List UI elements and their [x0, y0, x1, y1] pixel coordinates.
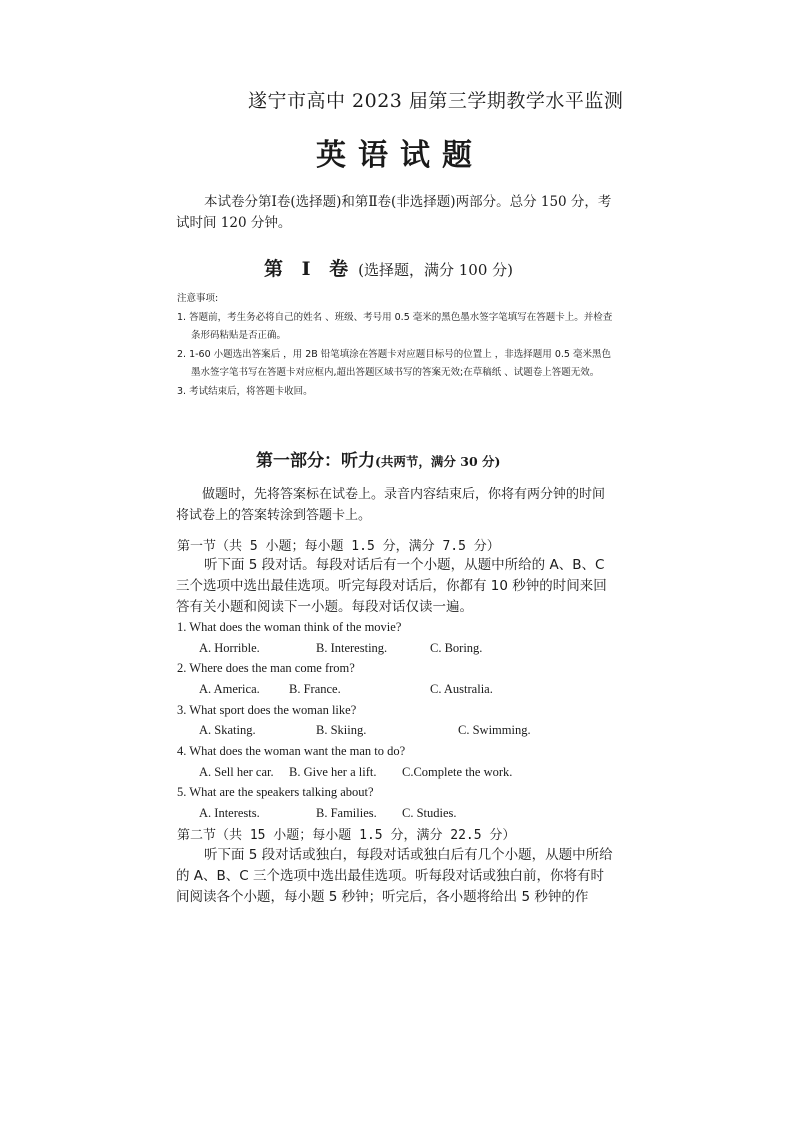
option-b: B. Families. [316, 806, 377, 820]
question-1: 1. What does the woman think of the movie? [177, 620, 402, 634]
part-title-main: 第一部分：听力 [256, 451, 375, 471]
option-c: C. Swimming. [458, 723, 531, 737]
section1-description: 听下面 5 段对话。每段对话后有一个小题，从题中所给的 A、B、C 三个选项中选出最佳选项。听完每段对话后，你都有 10 秒钟的时间来回答有关小题和阅读下一小题。每段对话仅读一遍。 [176, 557, 607, 615]
section2-description: 听下面 5 段对话或独白，每段对话或独白后有几个小题，从题中所给的 A、B、C 三个选项中选出最佳选项。听每段对话或独白前，你将有时间阅读各个小题，每小题 5 秒钟；听完后，各小题将给出 5 秒钟的作 [176, 847, 613, 905]
option-a: A. Interests. [199, 806, 260, 820]
volume-title-sub: (选择题，满分 100 分) [358, 261, 513, 279]
note-item: 1. 答题前，考生务必将自己的姓名 、班级、考号用 0.5 毫米的黑色墨水签字笔填写在答题卡上。并检查条形码粘贴是否正确。 [177, 311, 613, 341]
option-b: B. Give her a lift. [289, 765, 377, 779]
option-b: B. Skiing. [316, 723, 367, 737]
option-a: A. Sell her car. [199, 765, 274, 779]
notes-block [177, 290, 617, 401]
option-a: A. Skating. [199, 723, 256, 737]
note-item: 3. 考试结束后，将答题卡收回。 [177, 385, 313, 397]
section1-title: 第一节（共 5 小题；每小题 1.5 分，满分 7.5 分） [177, 539, 500, 554]
section2-title: 第二节（共 15 小题；每小题 1.5 分，满分 22.5 分） [177, 828, 516, 843]
option-b: B. Interesting. [316, 641, 388, 655]
option-a: A. America. [199, 682, 260, 696]
volume-title-main: 第 Ⅰ 卷 [264, 258, 355, 280]
option-c: C. Studies. [402, 806, 457, 820]
option-a: A. Horrible. [199, 641, 260, 655]
notes-heading: 注意事项: [177, 293, 219, 304]
question-2: 2. Where does the man come from? [177, 661, 355, 675]
question-4: 4. What does the woman want the man to do? [177, 744, 406, 758]
part-title-sub: (共两节，满分 30 分) [375, 454, 501, 469]
intro-paragraph: 本试卷分第Ⅰ卷(选择题)和第Ⅱ卷(非选择题)两部分。总分 150 分，考试时间 120 分钟。 [176, 194, 612, 231]
note-item: 2. 1-60 小题选出答案后 ，用 2B 铅笔填涂在答题卡对应题目标号的位置上 ，非选择题用 0.5 毫米黑色墨水签字笔书写在答题卡对应框内,超出答题区域书写的答案无效;在草稿纸 、试题卷上答题无效。 [177, 348, 611, 378]
option-c: C. Australia. [430, 682, 493, 696]
subject-title: 英语试题 [316, 138, 484, 173]
question-3: 3. What sport does the woman like? [177, 703, 357, 717]
exam-title: 遂宁市高中 2023 届第三学期教学水平监测 [248, 90, 624, 112]
part-instruction: 做题时，先将答案标在试卷上。录音内容结束后，你将有两分钟的时间将试卷上的答案转涂到答题卡上。 [176, 487, 606, 523]
volume-title [264, 254, 513, 281]
option-c: C. Boring. [430, 641, 483, 655]
option-c: C.Complete the work. [402, 765, 513, 779]
option-b: B. France. [289, 682, 341, 696]
question-5: 5. What are the speakers talking about? [177, 785, 374, 799]
part-title [256, 446, 500, 471]
